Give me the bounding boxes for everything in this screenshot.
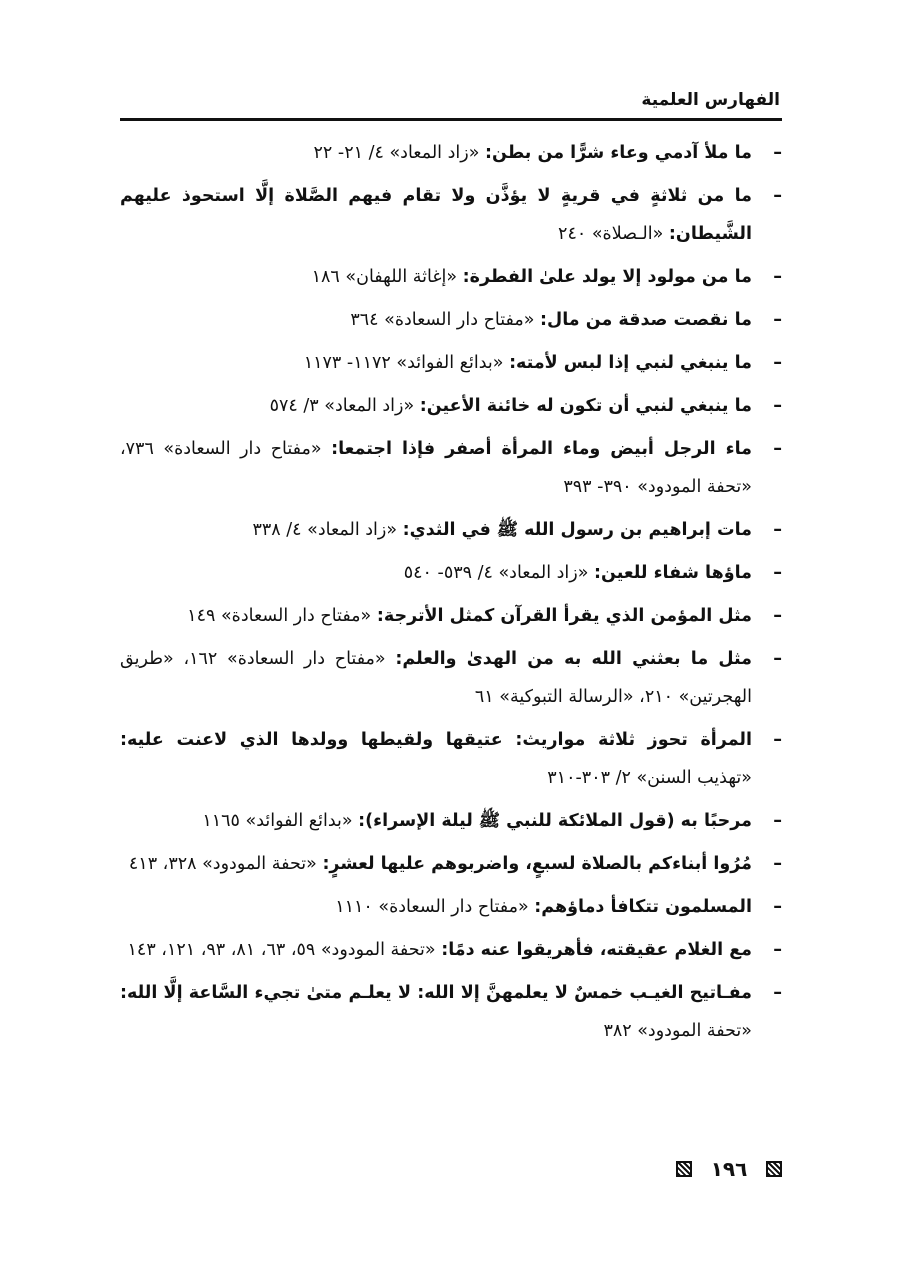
index-entry bbox=[120, 430, 782, 506]
bullet-dash: – bbox=[773, 563, 782, 583]
index-entry bbox=[120, 554, 782, 592]
page-number-footer bbox=[676, 1155, 782, 1183]
bullet-dash: – bbox=[773, 439, 782, 459]
entry-text: مُرُوا أبناءكم بالصلاة لسبعٍ، واضربوهم عليها لعشرٍ: bbox=[322, 854, 752, 874]
header-divider bbox=[120, 118, 782, 121]
entry-text: ما نقصت صدقة من مال: bbox=[540, 310, 752, 330]
bullet-dash: – bbox=[773, 606, 782, 626]
entry-text: مثل ما بعثني الله به من الهدىٰ والعلم: bbox=[395, 649, 752, 669]
entry-text: ما ينبغي لنبي أن تكون له خائنة الأعين: bbox=[419, 396, 752, 416]
entry-reference: «زاد المعاد» ٤/ ٣٣٨ bbox=[252, 520, 398, 540]
bullet-dash: – bbox=[773, 730, 782, 750]
ornament-icon bbox=[676, 1161, 692, 1177]
entry-text: ما ينبغي لنبي إذا لبس لأمته: bbox=[509, 353, 752, 373]
index-entry bbox=[120, 134, 782, 172]
entry-text: ما من ثلاثةٍ في قريةٍ لا يؤذَّن ولا تقام فيهم الصَّلاة إلَّا استحوذ عليهم الشَّيطان: bbox=[120, 186, 752, 244]
index-entry bbox=[120, 888, 782, 926]
entry-text: ماؤها شفاء للعين: bbox=[594, 563, 752, 583]
entry-reference: «بدائع الفوائد» ١١٦٥ bbox=[202, 811, 353, 831]
entry-reference: «تحفة المودود» ٥٩، ٦٣، ٨١، ٩٣، ١٢١، ١٤٣ bbox=[127, 940, 436, 960]
index-entry bbox=[120, 387, 782, 425]
entry-reference: «بدائع الفوائد» ١١٧٢- ١١٧٣ bbox=[303, 353, 504, 373]
page-header-title: الفهارس العلمية bbox=[641, 90, 780, 110]
entry-reference: «تهذيب السنن» ٢/ ٣٠٣-٣١٠ bbox=[547, 768, 752, 788]
index-entry bbox=[120, 721, 782, 797]
bullet-dash: – bbox=[773, 310, 782, 330]
bullet-dash: – bbox=[773, 353, 782, 373]
entry-reference: «تحفة المودود» ٣٢٨، ٤١٣ bbox=[128, 854, 317, 874]
bullet-dash: – bbox=[773, 396, 782, 416]
entry-reference: «زاد المعاد» ٤/ ٢١- ٢٢ bbox=[313, 143, 480, 163]
page-number: ١٩٦ bbox=[710, 1157, 748, 1181]
entry-reference: «تحفة المودود» ٣٨٢ bbox=[603, 1021, 752, 1041]
entry-reference: «إغاثة اللهفان» ١٨٦ bbox=[311, 267, 458, 287]
entry-text: مثل المؤمن الذي يقرأ القرآن كمثل الأترجة: bbox=[376, 606, 752, 626]
entry-text: المرأة تحوز ثلاثة مواريث: عتيقها ولقيطها وولدها الذي لاعنت عليه: bbox=[120, 730, 752, 750]
index-entry bbox=[120, 344, 782, 382]
entry-text: المسلمون تتكافأ دماؤهم: bbox=[534, 897, 752, 917]
entry-text: مفـاتيح الغيـب خمسٌ لا يعلمهنَّ إلا الله: لا يعلـم متىٰ تجيء السَّاعة إلَّا الله: bbox=[120, 983, 752, 1003]
index-entry bbox=[120, 258, 782, 296]
bullet-dash: – bbox=[773, 520, 782, 540]
index-entry bbox=[120, 845, 782, 883]
index-entry bbox=[120, 802, 782, 840]
bullet-dash: – bbox=[773, 854, 782, 874]
index-entry bbox=[120, 301, 782, 339]
entry-text: ما من مولود إلا يولد علىٰ الفطرة: bbox=[462, 267, 752, 287]
entry-text: مات إبراهيم بن رسول الله ﷺ في الثدي: bbox=[402, 520, 752, 540]
index-entry bbox=[120, 597, 782, 635]
index-entry bbox=[120, 511, 782, 549]
entry-reference: «الـصلاة» ٢٤٠ bbox=[558, 224, 664, 244]
bullet-dash: – bbox=[773, 143, 782, 163]
bullet-dash: – bbox=[773, 649, 782, 669]
index-entry bbox=[120, 640, 782, 716]
bullet-dash: – bbox=[773, 897, 782, 917]
bullet-dash: – bbox=[773, 186, 782, 206]
bullet-dash: – bbox=[773, 267, 782, 287]
index-entry bbox=[120, 974, 782, 1050]
index-entry bbox=[120, 931, 782, 969]
bullet-dash: – bbox=[773, 983, 782, 1003]
entry-reference: «زاد المعاد» ٣/ ٥٧٤ bbox=[269, 396, 415, 416]
ornament-icon bbox=[766, 1161, 782, 1177]
entry-text: ما ملأ آدمي وعاء شرًّا من بطن: bbox=[485, 143, 752, 163]
entry-reference: «مفتاح دار السعادة» ٧٣٦، «تحفة المودود» ٣٩٠- ٣٩٣ bbox=[120, 439, 752, 497]
bullet-dash: – bbox=[773, 940, 782, 960]
entry-reference: «زاد المعاد» ٤/ ٥٣٩- ٥٤٠ bbox=[403, 563, 589, 583]
entry-reference: «مفتاح دار السعادة» ١٦٢، «طريق الهجرتين» ٢١٠، «الرسالة التبوكية» ٦١ bbox=[120, 649, 752, 707]
index-entry bbox=[120, 177, 782, 253]
hadith-index-list bbox=[120, 134, 782, 1055]
entry-reference: «مفتاح دار السعادة» ١٤٩ bbox=[187, 606, 372, 626]
entry-text: مع الغلام عقيقته، فأهريقوا عنه دمًا: bbox=[441, 940, 752, 960]
bullet-dash: – bbox=[773, 811, 782, 831]
entry-text: مرحبًا به (قول الملائكة للنبي ﷺ ليلة الإسراء): bbox=[358, 811, 752, 831]
entry-reference: «مفتاح دار السعادة» ١١١٠ bbox=[335, 897, 529, 917]
entry-text: ماء الرجل أبيض وماء المرأة أصفر فإذا اجتمعا: bbox=[331, 439, 752, 459]
entry-reference: «مفتاح دار السعادة» ٣٦٤ bbox=[350, 310, 535, 330]
